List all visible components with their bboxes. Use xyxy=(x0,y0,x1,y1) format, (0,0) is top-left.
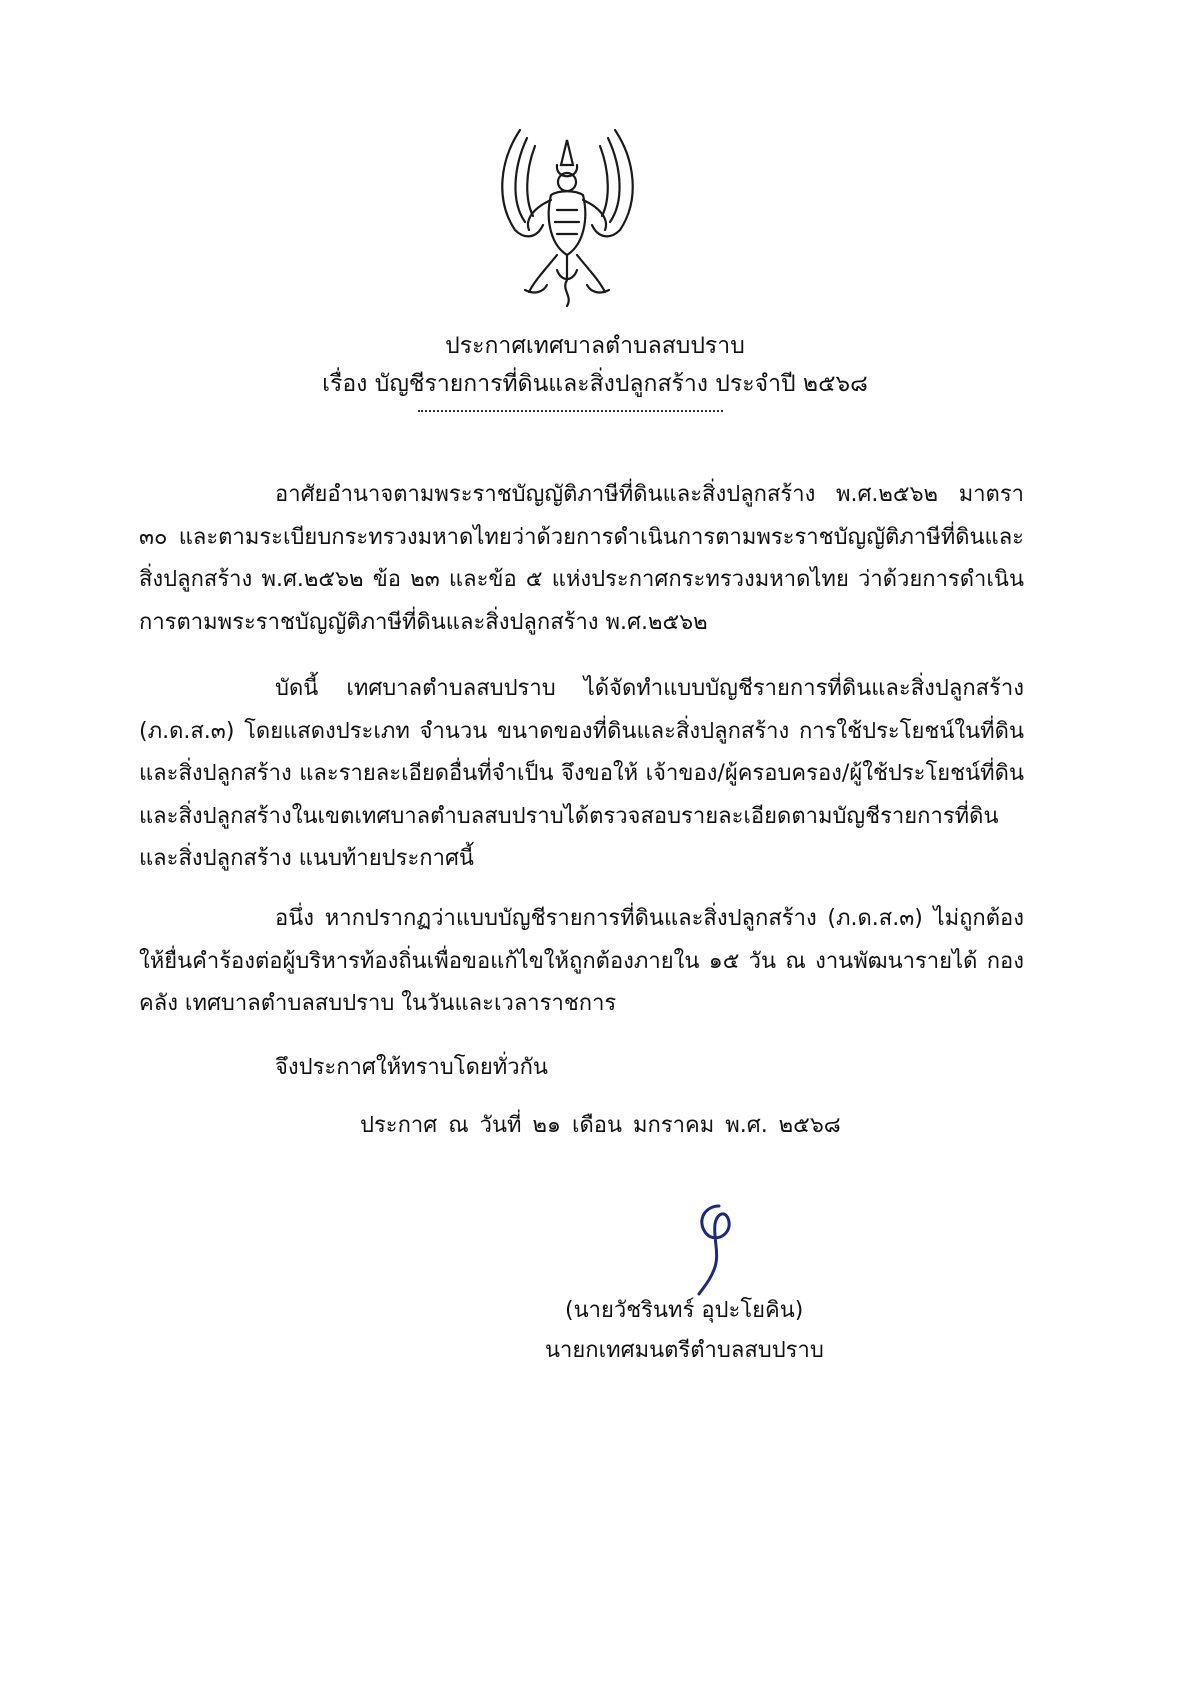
dotted-divider xyxy=(418,410,723,412)
garuda-emblem-icon xyxy=(485,120,650,310)
paragraph-correction-request xyxy=(139,898,1024,1026)
handwritten-signature-icon xyxy=(675,1198,755,1298)
announcement-title: ประกาศเทศบาลตำบลสบปราบ xyxy=(445,333,745,359)
signer-title: นายกเทศมนตรีตำบลสบปราบ xyxy=(545,1338,824,1363)
announcement-subject: เรื่อง บัญชีรายการที่ดินและสิ่งปลูกสร้าง ประจำปี ๒๕๖๘ xyxy=(322,371,868,397)
announcement-date: ประกาศ ณ วันที่ ๒๑ เดือน มกราคม พ.ศ. ๒๕๖๘ xyxy=(360,1113,841,1138)
paragraph-text: อาศัยอำนาจตามพระราชบัญญัติภาษีที่ดินและสิ่งปลูกสร้าง พ.ศ.๒๕๖๒ มาตรา ๓๐ และตามระเบียบกระทรวงมหาดไทยว่าด้วยการดำเนินการตามพระราชบัญญัติภาษีที่ดินและสิ่งปลูกสร้าง พ.ศ.๒๕๖๒ ข้อ ๒๓ และข้อ ๕ แห่งประกาศกระทรวงมหาดไทย ว่าด้วยการดำเนินการตามพระราชบัญญัติภาษีที่ดินและสิ่งปลูกสร้าง พ.ศ.๒๕๖๒ xyxy=(139,482,1024,635)
paragraph-closing: จึงประกาศให้ทราบโดยทั่วกัน xyxy=(275,1055,548,1080)
paragraph-text: บัดนี้ เทศบาลตำบลสบปราบ ได้จัดทำแบบบัญชีรายการที่ดินและสิ่งปลูกสร้าง (ภ.ด.ส.๓) โดยแสดงประเภท จำนวน ขนาดของที่ดินและสิ่งปลูกสร้าง การใช้ประโยชน์ในที่ดินและสิ่งปลูกสร้าง และรายละเอียดอื่นที่จำเป็น จึงขอให้ เจ้าของ/ผู้ครอบครอง/ผู้ใช้ประโยชน์ที่ดินและสิ่งปลูกสร้างในเขตเทศบาลตำบลสบปราบได้ตรวจสอบรายละเอียดตามบัญชีรายการที่ดินและสิ่งปลูกสร้าง แนบท้ายประกาศนี้ xyxy=(139,676,1024,871)
paragraph-inventory-notice xyxy=(139,668,1024,881)
paragraph-text: อนึ่ง หากปรากฏว่าแบบบัญชีรายการที่ดินและสิ่งปลูกสร้าง (ภ.ด.ส.๓) ไม่ถูกต้อง ให้ยื่นคำร้องต่อผู้บริหารท้องถิ่นเพื่อขอแก้ไขให้ถูกต้องภายใน ๑๕ วัน ณ งานพัฒนารายได้ กองคลัง เทศบาลตำบลสบปราบ ในวันและเวลาราชการ xyxy=(139,906,1024,1016)
paragraph-legal-basis xyxy=(139,474,1024,644)
signer-name: (นายวัชรินทร์ อุปะโยคิน) xyxy=(565,1298,804,1323)
